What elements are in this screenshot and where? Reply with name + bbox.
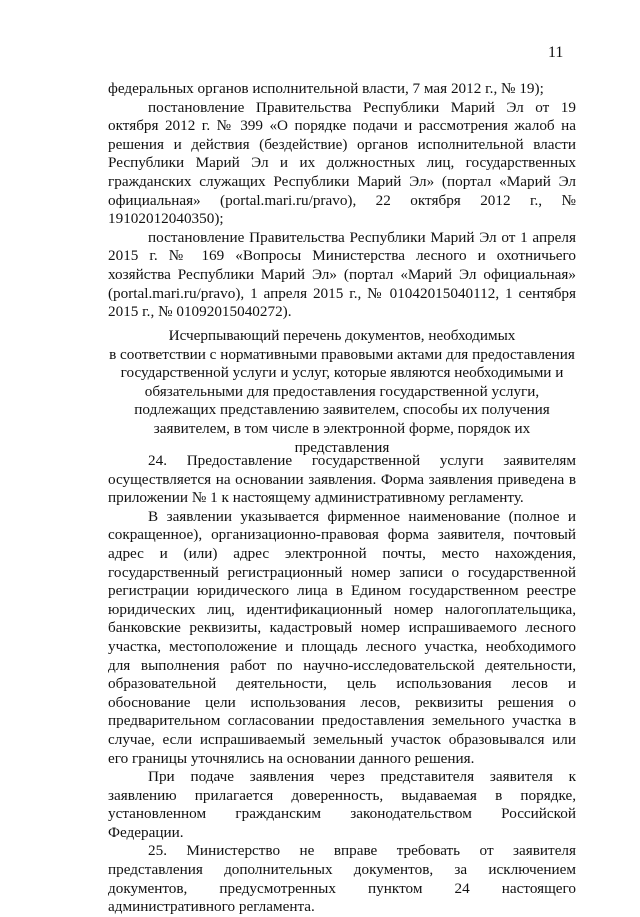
paragraph: 25. Министерство не вправе требовать от заявителя представления дополнительных документов, за исключением документов, предусмотренных пунктом 24 настоящего административного регламента.	[108, 842, 576, 916]
section-heading	[108, 327, 576, 457]
paragraph: постановление Правительства Республики Марий Эл от 1 апреля 2015 г. № 169 «Вопросы Министерства лесного и охотничьего хозяйства Республики Марий Эл» (портал «Марий Эл официальная» (portal.mari.ru/pravo), 1 апреля 2015 г., № 01042015040112, 1 сентября 2015 г., № 01092015040272).	[108, 228, 576, 321]
page-number: 11	[548, 44, 564, 61]
heading-line: обязательными для предоставления государственной услуги,	[144, 382, 540, 400]
paragraph: При подаче заявления через представителя заявителя к заявлению прилагается доверенность, выдаваемая в порядке, установленном гражданским законодательством Российской Федерации.	[108, 768, 576, 841]
paragraph: федеральных органов исполнительной власти, 7 мая 2012 г., № 19);	[108, 80, 544, 97]
top-block	[108, 80, 576, 322]
paragraph: В заявлении указывается фирменное наименование (полное и сокращенное), организационно-правовая форма заявителя, почтовый адрес и (или) адрес электронной почты, место нахождения, государственный регистрационный номер записи о государственной регистрации юридического лица в Едином государственном реестре юридических лиц, идентификационный номер налогоплательщика, банковские реквизиты, кадастровый номер испрашиваемого лесного участка, местоположение и площадь лесного участка, необходимого для выполнения работ по научно-исследовательской деятельности, образовательной деятельности, цель использования лесов и обоснование цели использования лесов, реквизиты решения о предварительном согласовании предоставления земельного участка в случае, если испрашиваемый земельный участок образовывался или его границы уточнялись на основании данного решения.	[108, 507, 576, 767]
paragraph: 24. Предоставление государственной услуги заявителям осуществляется на основании заявления. Форма заявления приведена в приложении № 1 к настоящему административному регламенту.	[108, 452, 576, 507]
section-body	[108, 452, 576, 917]
heading-line: государственной услуги и услуг, которые являются необходимыми и	[120, 364, 564, 382]
heading-line: Исчерпывающий перечень документов, необходимых	[168, 327, 516, 344]
heading-line: подлежащих представлению заявителем, способы их получения	[134, 401, 550, 419]
paragraph: постановление Правительства Республики Марий Эл от 19 октября 2012 г. № 399 «О порядке подачи и рассмотрения жалоб на решения и действия (бездействие) органов исполнительной власти Республики Марий Эл и их должностных лиц, государственных гражданских служащих Республики Марий Эл» (портал «Марий Эл официальная» (portal.mari.ru/pravo), 22 октября 2012 г., № 19102012040350);	[108, 98, 576, 228]
heading-line: заявителем, в том числе в электронной форме, порядок их представления	[153, 419, 531, 456]
heading-line: в соответствии с нормативными правовыми актами для предоставления	[109, 345, 575, 363]
